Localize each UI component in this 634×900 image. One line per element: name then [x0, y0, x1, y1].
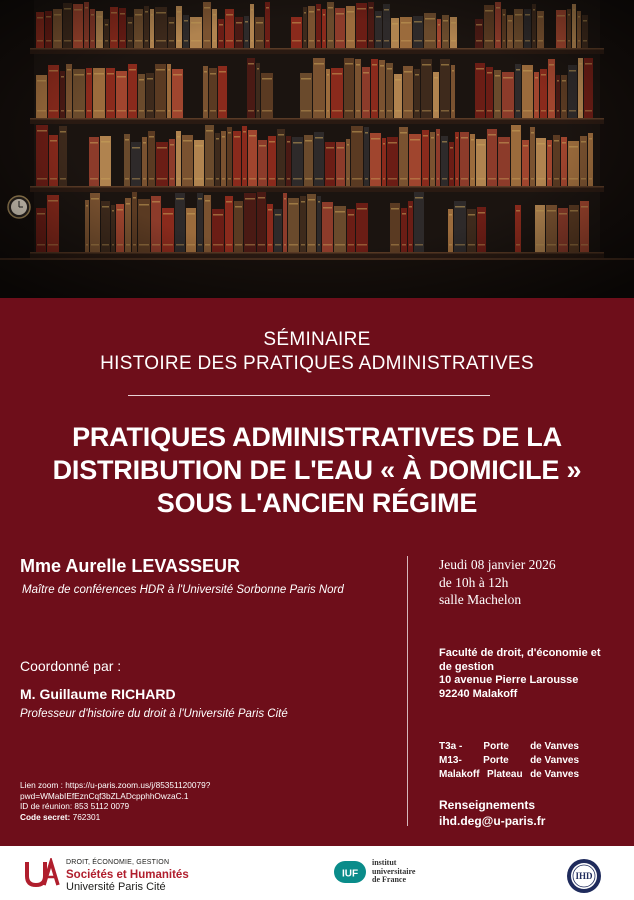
header-photo — [0, 0, 634, 298]
iuf-text — [372, 859, 415, 885]
transport-line: M13- — [439, 755, 462, 766]
transport-stop: Porte — [483, 741, 509, 752]
transport-stop-suffix: de Vanves — [530, 769, 579, 780]
ihd-seal-icon — [566, 858, 602, 894]
iuf-line-3: de France — [372, 875, 406, 884]
schedule-room: salle Machelon — [439, 592, 522, 607]
zoom-link[interactable]: Lien zoom : https://u-paris.zoom.us/j/85351120079? — [20, 780, 211, 790]
ihd-mark-text: IHD — [575, 871, 593, 881]
transport-line: T3a - — [439, 741, 463, 752]
title-line-3: SOUS L'ANCIEN RÉGIME — [156, 488, 478, 518]
iuf-logo-icon — [334, 860, 366, 884]
transport-info — [439, 740, 579, 782]
transport-row — [439, 768, 579, 782]
title-line-1: PRATIQUES ADMINISTRATIVES DE LA — [72, 422, 562, 452]
universite-paris-cite-logo-icon — [24, 858, 60, 888]
zoom-code — [20, 812, 280, 823]
title-line-2: DISTRIBUTION DE L'EAU « À DOMICILE » — [52, 455, 582, 485]
university-name: Université Paris Cité — [66, 881, 166, 893]
title-divider — [128, 395, 490, 396]
transport-stop: Plateau — [487, 769, 523, 780]
schedule — [439, 556, 556, 609]
zoom-meeting-id: ID de réunion: 853 5112 0079 — [20, 801, 130, 811]
transport-row — [439, 754, 579, 768]
address — [439, 647, 629, 701]
footer-logos — [0, 846, 634, 900]
column-divider — [407, 556, 408, 826]
title-panel — [0, 298, 634, 846]
faculty-name: Sociétés et Humanités — [66, 869, 189, 881]
speaker-role: Maître de conférences HDR à l'Université Sorbonne Paris Nord — [22, 584, 344, 596]
coordinator-label: Coordonné par : — [20, 658, 122, 674]
transport-stop-suffix: de Vanves — [530, 741, 579, 752]
zoom-link-continued[interactable]: pwd=WMabIEfEznCqf3bZLADcpphhOwzaC.1 — [20, 790, 189, 801]
address-line-1: Faculté de droit, d'économie et — [439, 647, 601, 659]
coordinator-name: M. Guillaume RICHARD — [20, 686, 176, 702]
iuf-mark-text: IUF — [341, 868, 359, 880]
seminar-label: SÉMINAIRE — [263, 329, 371, 350]
address-line-4: 92240 Malakoff — [439, 687, 518, 700]
schedule-date: Jeudi 08 janvier 2026 — [439, 557, 556, 572]
zoom-code-label: Code secret: — [20, 811, 71, 822]
transport-row — [439, 740, 579, 754]
schedule-time: de 10h à 12h — [439, 574, 509, 590]
iuf-line-1: institut — [372, 858, 397, 867]
address-line-2: de gestion — [439, 660, 495, 673]
address-line-3: 10 avenue Pierre Larousse — [439, 674, 579, 686]
zoom-info — [20, 780, 280, 822]
info-email-link[interactable]: ihd.deg@u-paris.fr — [439, 814, 546, 828]
faculty-small-label: DROIT, ÉCONOMIE, GESTION — [66, 859, 170, 866]
transport-line: Malakoff — [439, 769, 480, 780]
iuf-line-2: universitaire — [372, 866, 416, 876]
speaker-name: Mme Aurelle LEVASSEUR — [20, 556, 241, 576]
coordinator-role: Professeur d'histoire du droit à l'Université Paris Cité — [20, 708, 288, 720]
bookshelf-image — [0, 0, 634, 298]
seminar-series: HISTOIRE DES PRATIQUES ADMINISTRATIVES — [100, 353, 534, 374]
transport-stop-suffix: de Vanves — [530, 755, 579, 766]
zoom-code-value: 762301 — [72, 811, 101, 822]
universite-text — [66, 857, 189, 893]
transport-stop: Porte — [483, 755, 509, 766]
info-label: Renseignements — [439, 798, 536, 812]
